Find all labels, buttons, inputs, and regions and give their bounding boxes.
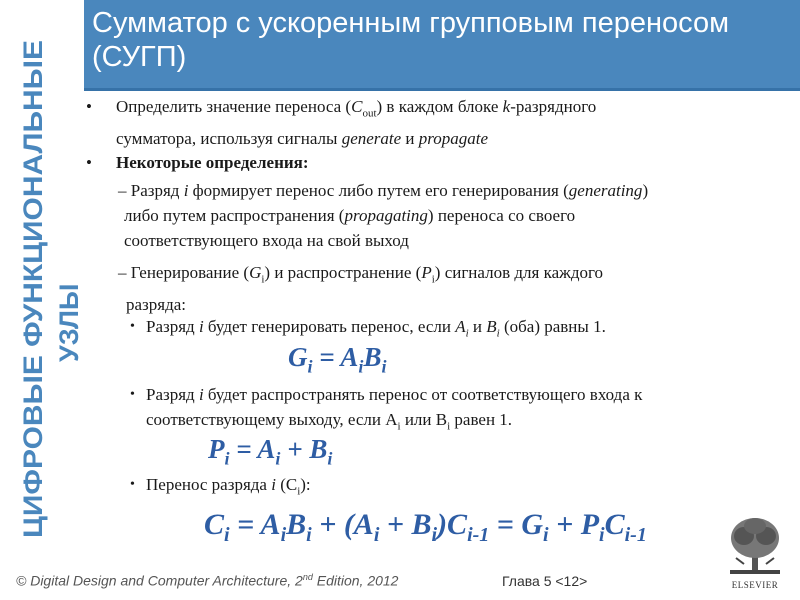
vertical-title-line2: УЗЛЫ [54,283,84,362]
sub-list-item: – Разряд i формирует перенос либо путем его генерирования (generating) либо путем распространения (propagating) переноса со своего соответствующего входа на свой выход [118,181,649,250]
formula-propagate: $P_i = A_i + B_i$ [208,434,333,469]
tree-icon [722,514,788,578]
sidebar [0,0,84,560]
vertical-section-title [6,40,86,540]
footer-page-number: Глава 5 <12> [502,573,588,589]
slide-header [84,0,800,91]
sub-bullet-item: • Разряд i будет распространять перенос от соответствующего входа к соответствующему выходу, если $A_i$ или $B_i$ равен 1. [130,385,643,433]
vertical-title-line1: ЦИФРОВЫЕ ФУНКЦИОНАЛЬНЫЕ [18,89,48,538]
sub-bullet-item: • Перенос разряда i $(C_i)$: [130,475,311,498]
sub-bullet-item: • Разряд i будет генерировать перенос, если $A_i$ и $B_i$ (оба) равны 1. [130,317,606,340]
formula-carry: $C_i = A_iB_i + (A_i + B_i)C_{i-1} = G_i + P_iC_{i-1}$ [204,508,647,546]
page-title: Сумматор с ускоренным групповым переносом (СУГП) [92,7,730,73]
bullet-item: • Определить значение переноса $(C_{out})$ в каждом блоке k-разрядного сумматора, используя сигналы generate и propagate [86,97,597,149]
logo-text: ELSEVIER [731,580,779,590]
bullet-item: • Некоторые определения: [86,153,309,172]
sub-list-item: – Генерирование $(G_i)$ и распространение $(P_i)$ сигналов для каждого разряда: [118,263,604,315]
footer-copyright: © Digital Design and Computer Architecture, 2nd Edition, 2012 [16,572,399,589]
elsevier-logo [722,514,788,590]
formula-generate: $G_i = A_iB_i$ [288,342,387,377]
